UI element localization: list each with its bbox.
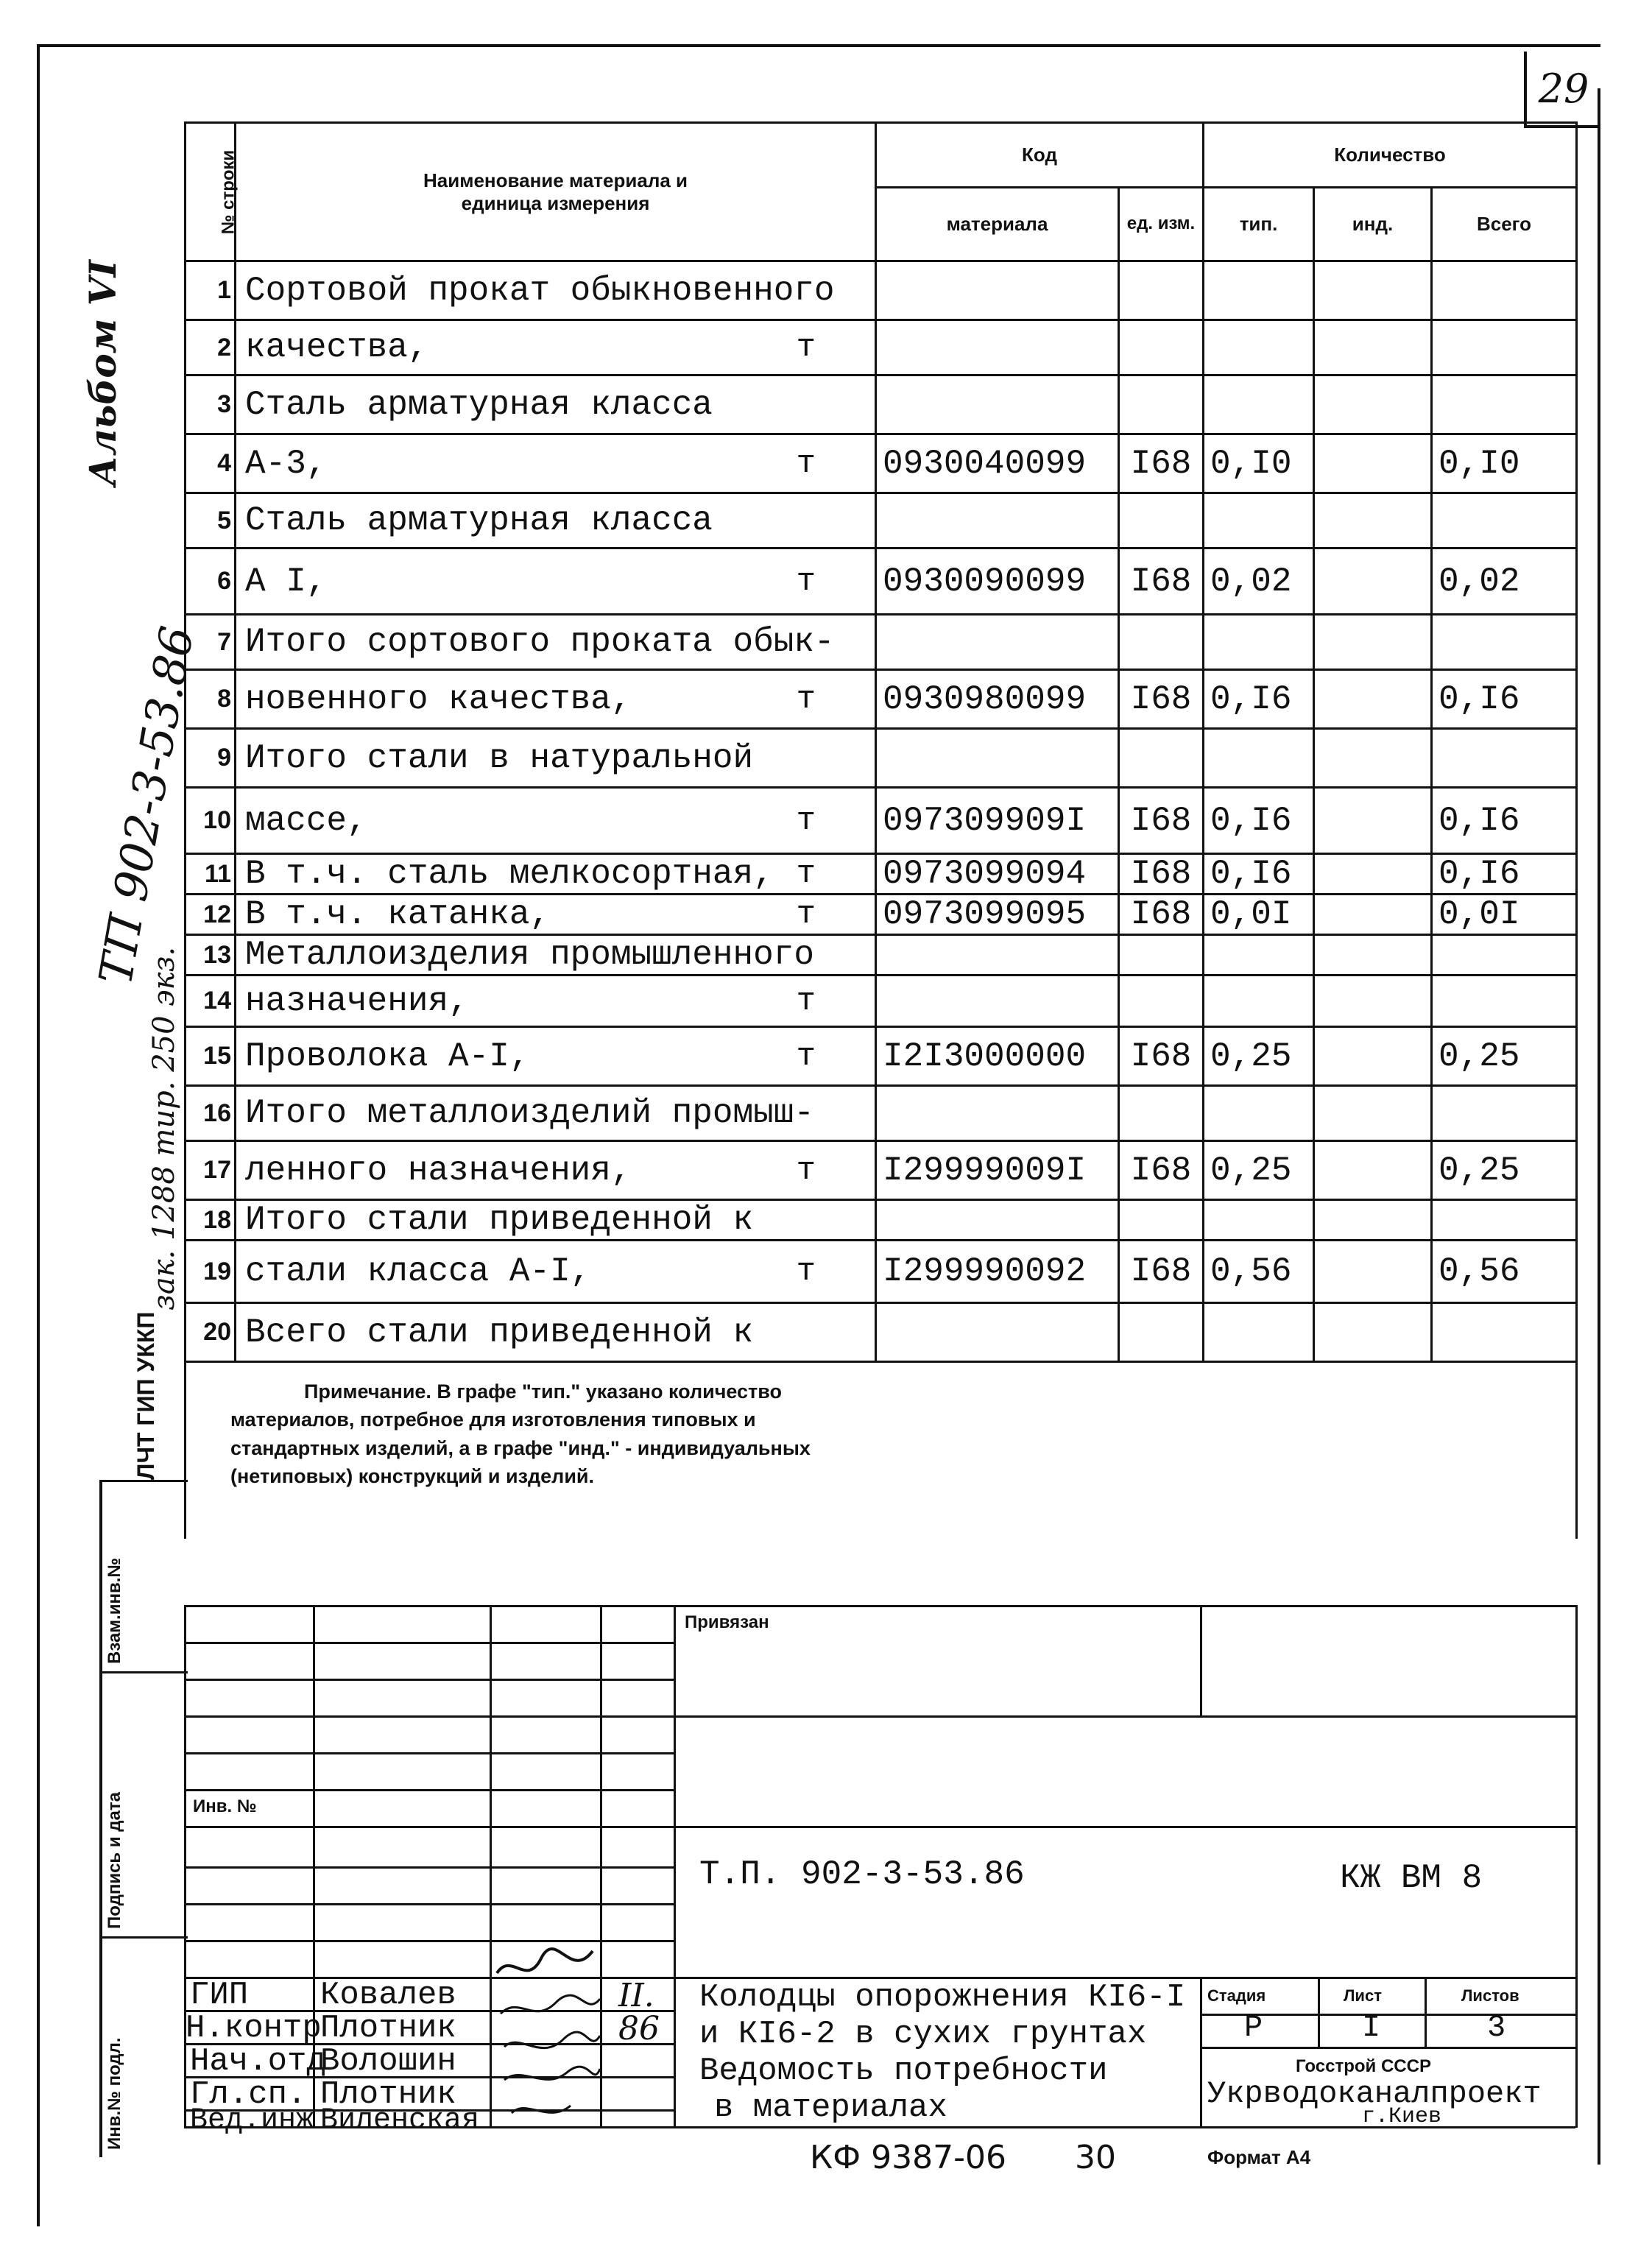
unit-code [1119, 729, 1204, 788]
unit-code [1119, 261, 1204, 320]
table-row [186, 375, 1577, 434]
qty-typical: 0,I0 [1204, 434, 1314, 493]
material-code: I29999009I [876, 1141, 1119, 1200]
material-code: 097309909I [876, 788, 1119, 854]
qty-individual [1314, 375, 1432, 434]
qty-individual [1314, 788, 1432, 854]
unit-code [1119, 935, 1204, 976]
qty-typical [1204, 1200, 1314, 1241]
material-unit: т [796, 680, 816, 718]
material-name-cell [236, 1027, 876, 1086]
material-name: В т.ч. сталь мелкосортная, [245, 855, 774, 893]
material-name: Сортовой прокат обыкновенного [245, 271, 835, 310]
material-name: массе, [245, 801, 367, 840]
signer-role: Вед.инж [190, 2104, 314, 2137]
qty-total: 0,I6 [1432, 670, 1577, 729]
material-name-cell [236, 729, 876, 788]
materials-table [184, 121, 1578, 1539]
material-code: 0930090099 [876, 549, 1119, 615]
unit-code: I68 [1119, 549, 1204, 615]
qty-individual [1314, 1303, 1432, 1362]
sheet-value: I [1362, 2010, 1381, 2045]
material-name: Итого металлоизделий промыш- [245, 1094, 814, 1132]
row-number: 14 [186, 976, 236, 1027]
unit-code [1119, 375, 1204, 434]
row-number: 6 [186, 549, 236, 615]
row-number: 2 [186, 320, 236, 375]
institute-label: ЛЧТ ГИП УККП [133, 1311, 159, 1480]
title-line: и КI6-2 в сухих грунтах [699, 2016, 1147, 2053]
table-row [186, 788, 1577, 854]
row-number: 8 [186, 670, 236, 729]
title-line: Ведомость потребности [699, 2053, 1108, 2089]
qty-typical: 0,56 [1204, 1241, 1314, 1303]
material-name: Итого стали приведенной к [245, 1201, 754, 1239]
qty-typical [1204, 976, 1314, 1027]
material-code [876, 935, 1119, 976]
signer-name: Плотник [320, 2076, 456, 2113]
stamp-label-replace-inv: Взам.инв.№ [105, 1557, 124, 1664]
signer-role: Нач.отд [190, 2043, 326, 2080]
qty-total: 0,25 [1432, 1141, 1577, 1200]
table-row [186, 615, 1577, 670]
qty-individual [1314, 261, 1432, 320]
qty-typical [1204, 615, 1314, 670]
material-code [876, 976, 1119, 1027]
qty-typical [1204, 1086, 1314, 1141]
title-line: Колодцы опорожнения КI6-I [699, 1979, 1186, 2016]
table-row [186, 935, 1577, 976]
unit-code: I68 [1119, 1141, 1204, 1200]
signer-role: Н.контр [186, 2010, 322, 2047]
qty-typical [1204, 729, 1314, 788]
stamp-label-signature-date: Подпись и дата [105, 1792, 124, 1929]
qty-typical [1204, 935, 1314, 976]
qty-typical: 0,0I [1204, 895, 1314, 935]
table-row [186, 976, 1577, 1027]
order-label: зак. 1288 тир. 250 экз. [147, 946, 181, 1311]
material-name-cell [236, 615, 876, 670]
unit-code: I68 [1119, 670, 1204, 729]
header-material-name: Наименование материала и единица измерения [236, 123, 876, 261]
qty-individual [1314, 1027, 1432, 1086]
unit-code [1119, 493, 1204, 549]
material-name: новенного качества, [245, 680, 632, 719]
header-code: Код [876, 123, 1204, 188]
qty-individual [1314, 615, 1432, 670]
header-code-unit: ед. изм. [1119, 188, 1204, 261]
material-code: 0930980099 [876, 670, 1119, 729]
material-unit: т [796, 1037, 816, 1075]
signatures-scribble [490, 1944, 607, 2128]
copy-page: 30 [1075, 2139, 1116, 2176]
material-name: стали класса А-I, [245, 1252, 591, 1291]
material-name-cell [236, 375, 876, 434]
table-row [186, 261, 1577, 320]
material-name-cell [236, 1241, 876, 1303]
frame-right-edge [1598, 88, 1600, 2165]
qty-typical: 0,I6 [1204, 788, 1314, 854]
material-name-cell [236, 493, 876, 549]
qty-individual [1314, 1086, 1432, 1141]
title-line: в материалах [714, 2089, 947, 2126]
table-row [186, 895, 1577, 935]
row-number: 1 [186, 261, 236, 320]
document-code: Т.П. 902-3-53.86 [699, 1855, 1025, 1894]
material-code [876, 729, 1119, 788]
stamp-divider [99, 1480, 188, 1482]
material-name: Итого стали в натуральной [245, 738, 754, 777]
header-quantity: Количество [1204, 123, 1577, 188]
stage-value: Р [1244, 2010, 1263, 2045]
unit-code: I68 [1119, 788, 1204, 854]
stamp-label-inv-original: Инв.№ подл. [105, 2037, 124, 2150]
row-number: 20 [186, 1303, 236, 1362]
header-code-material: материала [876, 188, 1119, 261]
qty-individual [1314, 549, 1432, 615]
table-row [186, 320, 1577, 375]
qty-typical [1204, 320, 1314, 375]
album-label: Альбом VI [81, 260, 124, 486]
stamp-divider [99, 1671, 188, 1673]
material-name-cell [236, 976, 876, 1027]
signer-name: Виленская [320, 2104, 480, 2137]
stage-label: Стадия [1207, 1986, 1266, 2005]
table-row [186, 670, 1577, 729]
signer-name: Волошин [320, 2043, 456, 2080]
material-code [876, 1200, 1119, 1241]
qty-individual [1314, 493, 1432, 549]
row-number: 3 [186, 375, 236, 434]
row-number: 13 [186, 935, 236, 976]
qty-total: 0,56 [1432, 1241, 1577, 1303]
row-number: 15 [186, 1027, 236, 1086]
material-unit: т [796, 1253, 816, 1290]
qty-total [1432, 1086, 1577, 1141]
attached-label: Привязан [685, 1612, 769, 1632]
note-line: Примечание. В графе "тип." указано количество [304, 1380, 783, 1403]
qty-total [1432, 375, 1577, 434]
unit-code: I68 [1119, 1241, 1204, 1303]
material-name: качества, [245, 328, 428, 367]
material-name-cell [236, 1303, 876, 1362]
material-unit: т [796, 445, 816, 482]
qty-individual [1314, 729, 1432, 788]
material-name-cell [236, 1200, 876, 1241]
material-name: Всего стали приведенной к [245, 1313, 754, 1352]
material-code [876, 1303, 1119, 1362]
sheets-value: 3 [1487, 2010, 1506, 2045]
qty-total: 0,02 [1432, 549, 1577, 615]
material-name-cell [236, 788, 876, 854]
unit-code: I68 [1119, 895, 1204, 935]
qty-individual [1314, 854, 1432, 895]
row-number: 17 [186, 1141, 236, 1200]
org-ministry: Госстрой СССР [1296, 2056, 1431, 2076]
qty-total [1432, 976, 1577, 1027]
signer-name: Плотник [320, 2010, 456, 2047]
material-name-cell [236, 1086, 876, 1141]
org-city: г.Киев [1362, 2104, 1442, 2129]
qty-typical [1204, 375, 1314, 434]
table-row [186, 1027, 1577, 1086]
material-code [876, 375, 1119, 434]
qty-total: 0,25 [1432, 1027, 1577, 1086]
material-name: Итого сортового проката обык- [245, 623, 835, 661]
unit-code [1119, 1303, 1204, 1362]
unit-code [1119, 1086, 1204, 1141]
sheet-number: 29 [1524, 52, 1600, 128]
table-row [186, 1141, 1577, 1200]
inv-no-label: Инв. № [193, 1796, 257, 1816]
material-name-cell [236, 434, 876, 493]
signer-name: Ковалев [320, 1977, 456, 2014]
material-unit: т [796, 896, 816, 933]
qty-individual [1314, 320, 1432, 375]
material-name: В т.ч. катанка, [245, 895, 551, 934]
unit-code: I68 [1119, 854, 1204, 895]
unit-code: I68 [1119, 434, 1204, 493]
table-row [186, 729, 1577, 788]
qty-typical [1204, 1303, 1314, 1362]
unit-code [1119, 615, 1204, 670]
material-code [876, 1086, 1119, 1141]
material-name: назначения, [245, 981, 469, 1020]
material-name-cell [236, 854, 876, 895]
header-row-number: № строки [186, 123, 236, 261]
material-name: Сталь арматурная класса [245, 385, 713, 424]
row-number: 9 [186, 729, 236, 788]
qty-total: 0,I6 [1432, 788, 1577, 854]
row-number: 4 [186, 434, 236, 493]
material-name-cell [236, 935, 876, 976]
material-name-cell [236, 320, 876, 375]
row-number: 10 [186, 788, 236, 854]
row-number: 12 [186, 895, 236, 935]
material-unit: т [796, 1151, 816, 1189]
material-unit: т [796, 802, 816, 839]
qty-typical: 0,I6 [1204, 670, 1314, 729]
unit-code [1119, 976, 1204, 1027]
material-code [876, 493, 1119, 549]
material-name-cell [236, 1141, 876, 1200]
material-name-cell [236, 261, 876, 320]
material-code: I299990092 [876, 1241, 1119, 1303]
note-line: материалов, потребное для изготовления типовых и [230, 1408, 756, 1431]
material-unit: т [796, 329, 816, 366]
material-name: Проволока А-I, [245, 1037, 530, 1076]
material-name: А I, [245, 562, 327, 601]
sheet-label: Лист [1344, 1986, 1382, 2005]
sheets-label: Листов [1461, 1986, 1519, 2005]
signer-date: II. [618, 1977, 654, 2014]
qty-individual [1314, 935, 1432, 976]
table-row [186, 1086, 1577, 1141]
material-code: 0973099094 [876, 854, 1119, 895]
material-code [876, 320, 1119, 375]
table-row [186, 434, 1577, 493]
qty-total [1432, 1303, 1577, 1362]
row-number: 11 [186, 854, 236, 895]
drawing-title [699, 1979, 1185, 2126]
table-row [186, 493, 1577, 549]
material-name-cell [236, 895, 876, 935]
material-name: А-3, [245, 444, 327, 483]
qty-total [1432, 729, 1577, 788]
qty-total [1432, 493, 1577, 549]
material-name-cell [236, 549, 876, 615]
table-row [186, 1200, 1577, 1241]
qty-individual [1314, 434, 1432, 493]
qty-typical: 0,25 [1204, 1027, 1314, 1086]
qty-individual [1314, 1200, 1432, 1241]
qty-typical: 0,25 [1204, 1141, 1314, 1200]
qty-total [1432, 615, 1577, 670]
qty-individual [1314, 976, 1432, 1027]
stamp-divider [99, 1936, 188, 1939]
qty-typical: 0,I6 [1204, 854, 1314, 895]
unit-code [1119, 1200, 1204, 1241]
signer-role: ГИП [190, 1977, 249, 2014]
header-qty-typical: тип. [1204, 188, 1314, 261]
row-number: 16 [186, 1086, 236, 1141]
table-row [186, 1241, 1577, 1303]
table-row [186, 854, 1577, 895]
note-line: стандартных изделий, а в графе "инд." - индивидуальных [230, 1436, 811, 1459]
qty-total [1432, 1200, 1577, 1241]
project-number-margin: ТП 902-3-53.86 [88, 622, 205, 989]
qty-total: 0,I6 [1432, 854, 1577, 895]
table-row [186, 549, 1577, 615]
material-code: I2I3000000 [876, 1027, 1119, 1086]
unit-code [1119, 320, 1204, 375]
note-block [186, 1362, 1577, 1539]
qty-individual [1314, 1141, 1432, 1200]
qty-typical [1204, 493, 1314, 549]
material-code [876, 615, 1119, 670]
note-line: (нетиповых) конструкций и изделий. [230, 1464, 595, 1487]
materials-rows [186, 261, 1577, 1362]
qty-total: 0,0I [1432, 895, 1577, 935]
material-code [876, 261, 1119, 320]
header-qty-total: Всего [1432, 188, 1577, 261]
material-unit: т [796, 856, 816, 892]
row-number: 18 [186, 1200, 236, 1241]
signer-date: 86 [618, 2010, 660, 2047]
copy-number: КФ 9387-06 [810, 2139, 1006, 2176]
material-name: ленного назначения, [245, 1151, 632, 1190]
header-qty-individual: инд. [1314, 188, 1432, 261]
material-code: 0930040099 [876, 434, 1119, 493]
qty-individual [1314, 1241, 1432, 1303]
sheet-mark: КЖ ВМ 8 [1340, 1859, 1483, 1897]
qty-typical: 0,02 [1204, 549, 1314, 615]
qty-typical [1204, 261, 1314, 320]
table-row [186, 1303, 1577, 1362]
material-name: Металлоизделия промышленного [245, 936, 814, 974]
row-number: 19 [186, 1241, 236, 1303]
org-institute: Укрводоканалпроект [1207, 2076, 1542, 2112]
signer-role: Гл.сп. [190, 2076, 307, 2113]
unit-code: I68 [1119, 1027, 1204, 1086]
qty-individual [1314, 670, 1432, 729]
stamp-column-left-line [99, 1480, 102, 2157]
row-number: 5 [186, 493, 236, 549]
row-number: 7 [186, 615, 236, 670]
qty-total: 0,I0 [1432, 434, 1577, 493]
material-name-cell [236, 670, 876, 729]
qty-total [1432, 320, 1577, 375]
format-label: Формат А4 [1207, 2146, 1311, 2168]
qty-total [1432, 261, 1577, 320]
qty-individual [1314, 895, 1432, 935]
material-unit: т [796, 562, 816, 600]
material-code: 0973099095 [876, 895, 1119, 935]
qty-total [1432, 935, 1577, 976]
material-unit: т [796, 982, 816, 1020]
material-name: Сталь арматурная класса [245, 501, 713, 540]
